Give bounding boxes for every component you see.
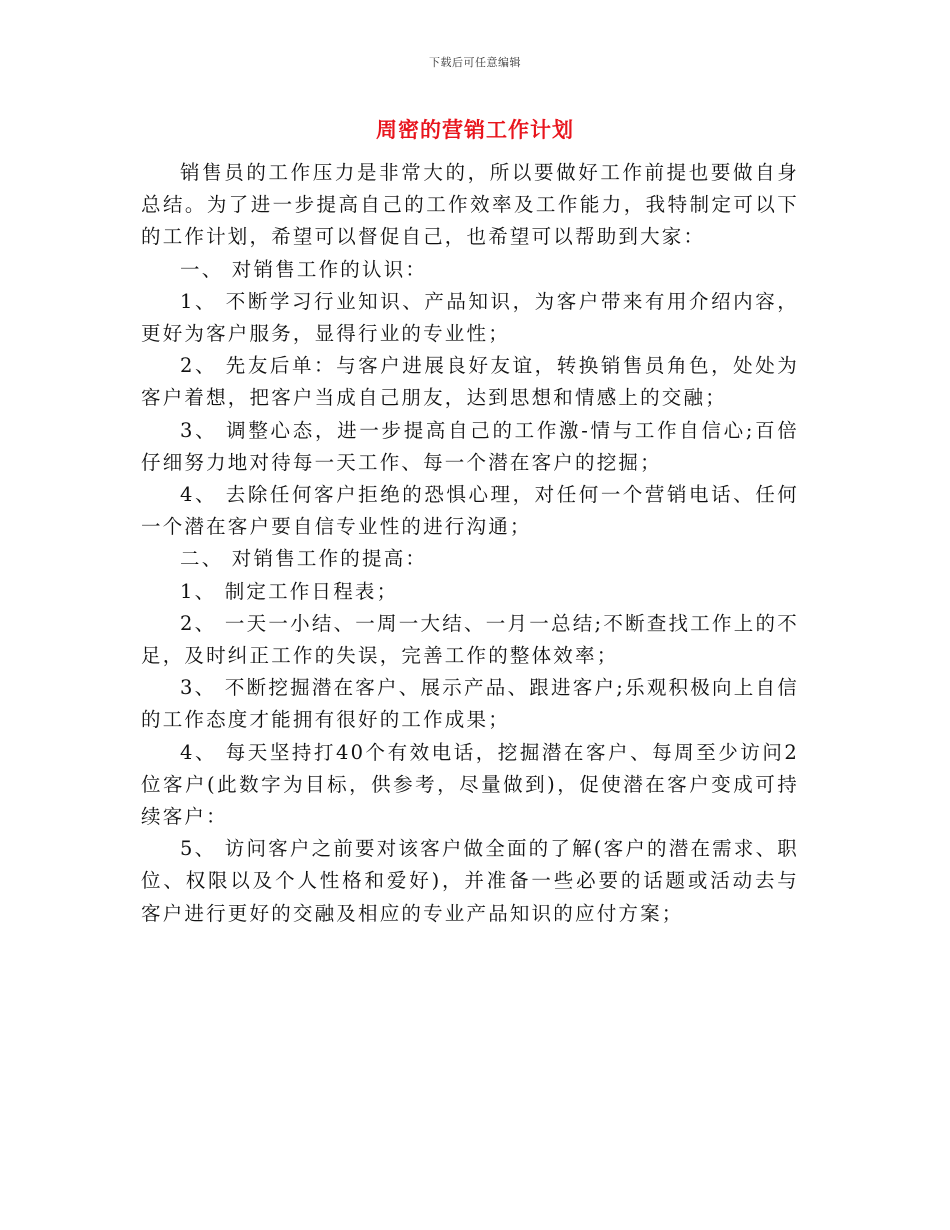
paragraph-1-4: 4、 去除任何客户拒绝的恐惧心理，对任何一个营销电话、任何一个潜在客户要自信专业性的进行沟通； (141, 483, 799, 539)
document-title: 周密的营销工作计划 (376, 117, 574, 142)
document-body (141, 157, 799, 930)
header-note: 下载后可任意编辑 (429, 56, 521, 69)
paragraph-1-3: 3、 调整心态，进一步提高自己的工作激-情与工作自信心;百倍仔细努力地对待每一天工作、每一个潜在客户的挖掘； (141, 418, 799, 474)
paragraph-1-2: 2、 先友后单：与客户进展良好友谊，转换销售员角色，处处为客户着想，把客户当成自己朋友，达到思想和情感上的交融； (141, 354, 799, 410)
paragraph-intro: 销售员的工作压力是非常大的，所以要做好工作前提也要做自身总结。为了进一步提高自己的工作效率及工作能力，我特制定可以下的工作计划，希望可以督促自己，也希望可以帮助到大家： (141, 161, 799, 249)
paragraph-2-2: 2、 一天一小结、一周一大结、一月一总结;不断查找工作上的不足，及时纠正工作的失误，完善工作的整体效率； (141, 611, 799, 668)
section-heading-2: 二、 对销售工作的提高： (180, 547, 428, 571)
paragraph-2-3: 3、 不断挖掘潜在客户、展示产品、跟进客户;乐观积极向上自信的工作态度才能拥有很好的工作成果； (141, 676, 799, 732)
paragraph-2-4: 4、 每天坚持打40个有效电话，挖掘潜在客户、每周至少访问2位客户(此数字为目标，供参考，尽量做到)，促使潜在客户变成可持续客户： (141, 740, 799, 829)
paragraph-1-1: 1、 不断学习行业知识、产品知识，为客户带来有用介绍内容，更好为客户服务，显得行业的专业性； (141, 289, 799, 346)
section-heading-1: 一、 对销售工作的认识： (180, 257, 428, 281)
paragraph-2-5: 5、 访问客户之前要对该客户做全面的了解(客户的潜在需求、职位、权限以及个人性格和爱好)，并准备一些必要的话题或活动去与客户进行更好的交融及相应的专业产品知识的应付方案； (141, 837, 799, 925)
paragraph-2-1: 1、 制定工作日程表； (180, 579, 399, 603)
